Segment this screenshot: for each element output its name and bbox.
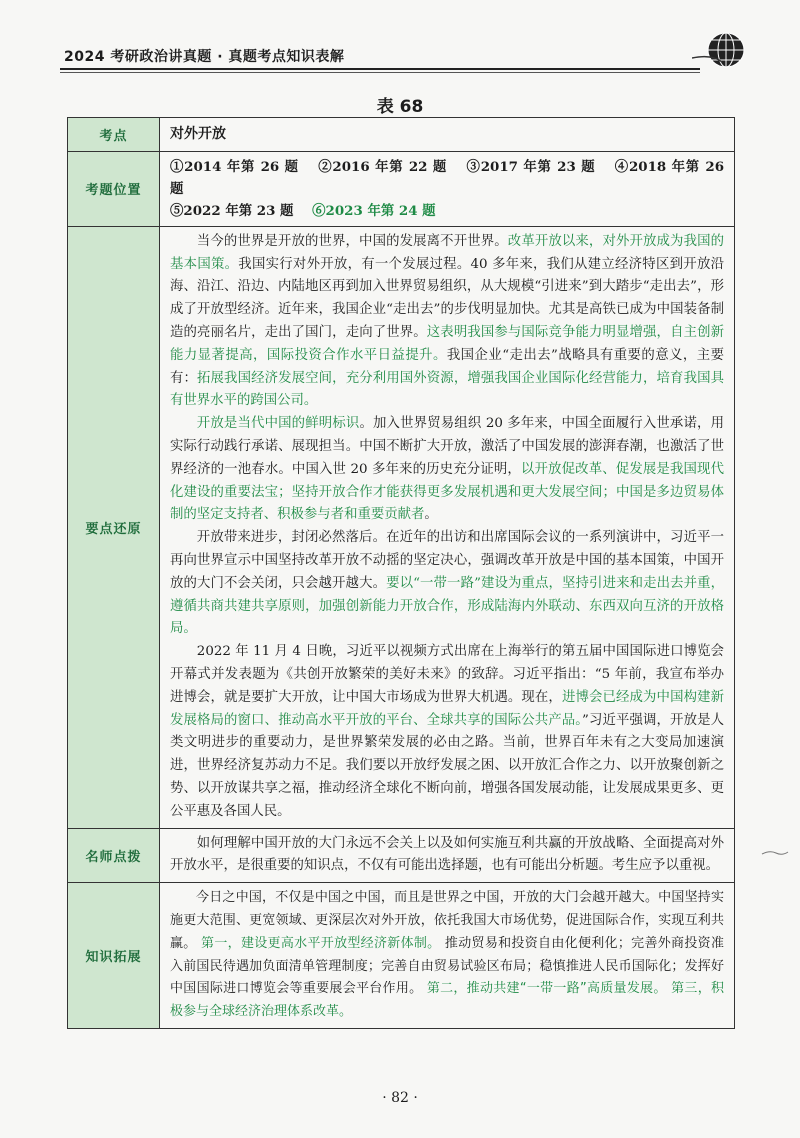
- highlight-text: 第三，积极参与全球经济治理体系改革。: [170, 981, 724, 1020]
- highlight-text: 第一，建设更高水平开放型经济新体制。: [201, 935, 441, 951]
- page-number: · 82 ·: [382, 1090, 418, 1106]
- position-item: ④2018 年第 26 题: [170, 158, 725, 197]
- text: 我国企业“走出去”战略具有重要的意义，主要有：: [170, 347, 724, 386]
- summary-paragraph: [170, 231, 724, 413]
- row-tips: [68, 828, 734, 883]
- tips-paragraph: 如何理解中国开放的大门永远不会关上以及如何实施互利共赢的开放战略、全面提高对外开放水平，是很重要的知识点，不仅有可能出选择题，也有可能出分析题。考生应予以重视。: [170, 835, 724, 874]
- text: 今日之中国，不仅是中国之中国，而且是世界之中国，开放的大门会越开越大。中国坚持实施更大范围、更宽领域、更深层次对外开放，依托我国大市场优势，促进国际合作，实现互利共赢。: [170, 890, 724, 951]
- position-list: [160, 152, 734, 226]
- text: 当今的世界是开放的世界，中国的发展离不开世界。: [196, 233, 508, 249]
- summary-content: [160, 227, 734, 828]
- position-item: ②2016 年第 22 题: [318, 158, 448, 175]
- highlight-text: 拓展我国经济发展空间，充分利用国外资源，增强我国企业国际化经营能力，培育我国具有世界水平的跨国公司。: [170, 370, 724, 409]
- summary-paragraph: [170, 413, 724, 527]
- highlight-text: 改革开放以来，对外开放成为我国的基本国策。: [170, 233, 725, 272]
- text: ”习近平强调，开放是人类文明进步的重要动力，是世界繁荣发展的必由之路。当前，世界百年未有之大变局加速演进，世界经济复苏动力不足。我们要以开放纾发展之困、以开放汇合作之力、以开放聚创新之势、以开放谋共享之福，推动经济全球化不断向前，增强各国发展动能，让发展成果更多、更公平惠及各国人民。: [170, 712, 724, 819]
- book-title: 2024 考研政治讲真题 · 真题考点知识表解: [64, 49, 345, 65]
- text: 开放带来进步，封闭必然落后。在近年的出访和出席国际会议的一系列演讲中，习近平一再向世界宣示中国坚持改革开放不动摇的坚定决心，强调改革开放是中国的基本国策，中国开放的大门不会关闭，只会越开越大。: [170, 530, 724, 591]
- position-item: ⑤2022 年第 23 题: [170, 202, 294, 219]
- summary-paragraph: [170, 641, 724, 823]
- highlight-text: 开放是当代中国的鲜明标识: [196, 416, 360, 432]
- label-summary: 要点还原: [68, 227, 160, 828]
- extension-paragraph: [170, 887, 724, 1024]
- text: 推动贸易和投资自由化便利化；完善外商投资准入前国民待遇加负面清单管理制度；完善自由贸易试验区布局；稳慎推进人民币国际化；发挥好中国国际进口博览会等重要展会平台作用。: [170, 935, 724, 997]
- label-position: 考题位置: [68, 152, 160, 226]
- tips-content: [160, 829, 734, 883]
- table-title: 表 68: [376, 97, 424, 117]
- highlight-text: 进博会已经成为中国构建新发展格局的窗口、推动高水平开放的平台、全球共享的国际公共产品。: [170, 689, 725, 728]
- header-rule-thin: [60, 72, 700, 73]
- highlight-text: 第二，推动共建“一带一路”高质量发展。: [426, 981, 667, 997]
- summary-paragraph: [170, 527, 724, 641]
- text: 。: [424, 507, 438, 523]
- row-topic: [68, 118, 734, 151]
- knowledge-table: [67, 117, 735, 1029]
- page-header: [60, 38, 750, 68]
- label-tips: 名师点拨: [68, 829, 160, 883]
- scribble-mark: [760, 848, 790, 858]
- position-item: ③2017 年第 23 题: [466, 158, 596, 175]
- topic-value: 对外开放: [170, 126, 226, 142]
- text: 我国实行对外开放，有一个发展过程。40 多年来，我们从建立经济特区到开放沿海、沿江、沿边、内陆地区再到加入世界贸易组织，从大规模“引进来”到大踏步“走出去”，形成了开放型经济。近年来，我国企业“走出去”的步伐明显加快。尤其是高铁已成为中国装备制造的亮丽名片，走出了国门，走向了世界。: [170, 256, 724, 340]
- row-position: [68, 151, 734, 226]
- highlight-text: 要以“一带一路”建设为重点，坚持引进来和走出去并重，遵循共商共建共享原则，加强创新能力开放合作，形成陆海内外联动、东西双向互济的开放格局。: [170, 575, 724, 637]
- label-extension: 知识拓展: [68, 883, 160, 1028]
- globe-icon: [692, 28, 746, 68]
- highlight-text: 这表明我国参与国际竞争能力明显增强，自主创新能力显著提高，国际投资合作水平日益提升。: [170, 324, 725, 363]
- label-topic: 考点: [68, 118, 160, 151]
- text: 。加入世界贸易组织 20 多年来，中国全面履行入世承诺，用实际行动践行承诺、展现担当。中国不断扩大开放，激活了中国发展的澎湃春潮，也激活了世界经济的一池春水。中国入世 20 多年来的历史充分证明，: [170, 416, 724, 477]
- text: 2022 年 11 月 4 日晚，习近平以视频方式出席在上海举行的第五届中国国际进口博览会开幕式并发表题为《共创开放繁荣的美好未来》的致辞。习近平指出：“5 年前，我宣布举办进博会，就是要扩大开放，让中国大市场成为世界大机遇。现在，: [170, 644, 724, 705]
- extension-content: [160, 883, 734, 1028]
- row-summary: [68, 226, 734, 828]
- position-item: ①2014 年第 26 题: [170, 158, 299, 175]
- header-rule: [60, 68, 700, 70]
- position-item-highlight: ⑥2023 年第 24 题: [312, 202, 436, 219]
- row-extension: [68, 882, 734, 1028]
- highlight-text: 以开放促改革、促发展是我国现代化建设的重要法宝；坚持开放合作才能获得更多发展机遇和更大发展空间；中国是多边贸易体制的坚定支持者、积极参与者和重要贡献者: [170, 461, 724, 523]
